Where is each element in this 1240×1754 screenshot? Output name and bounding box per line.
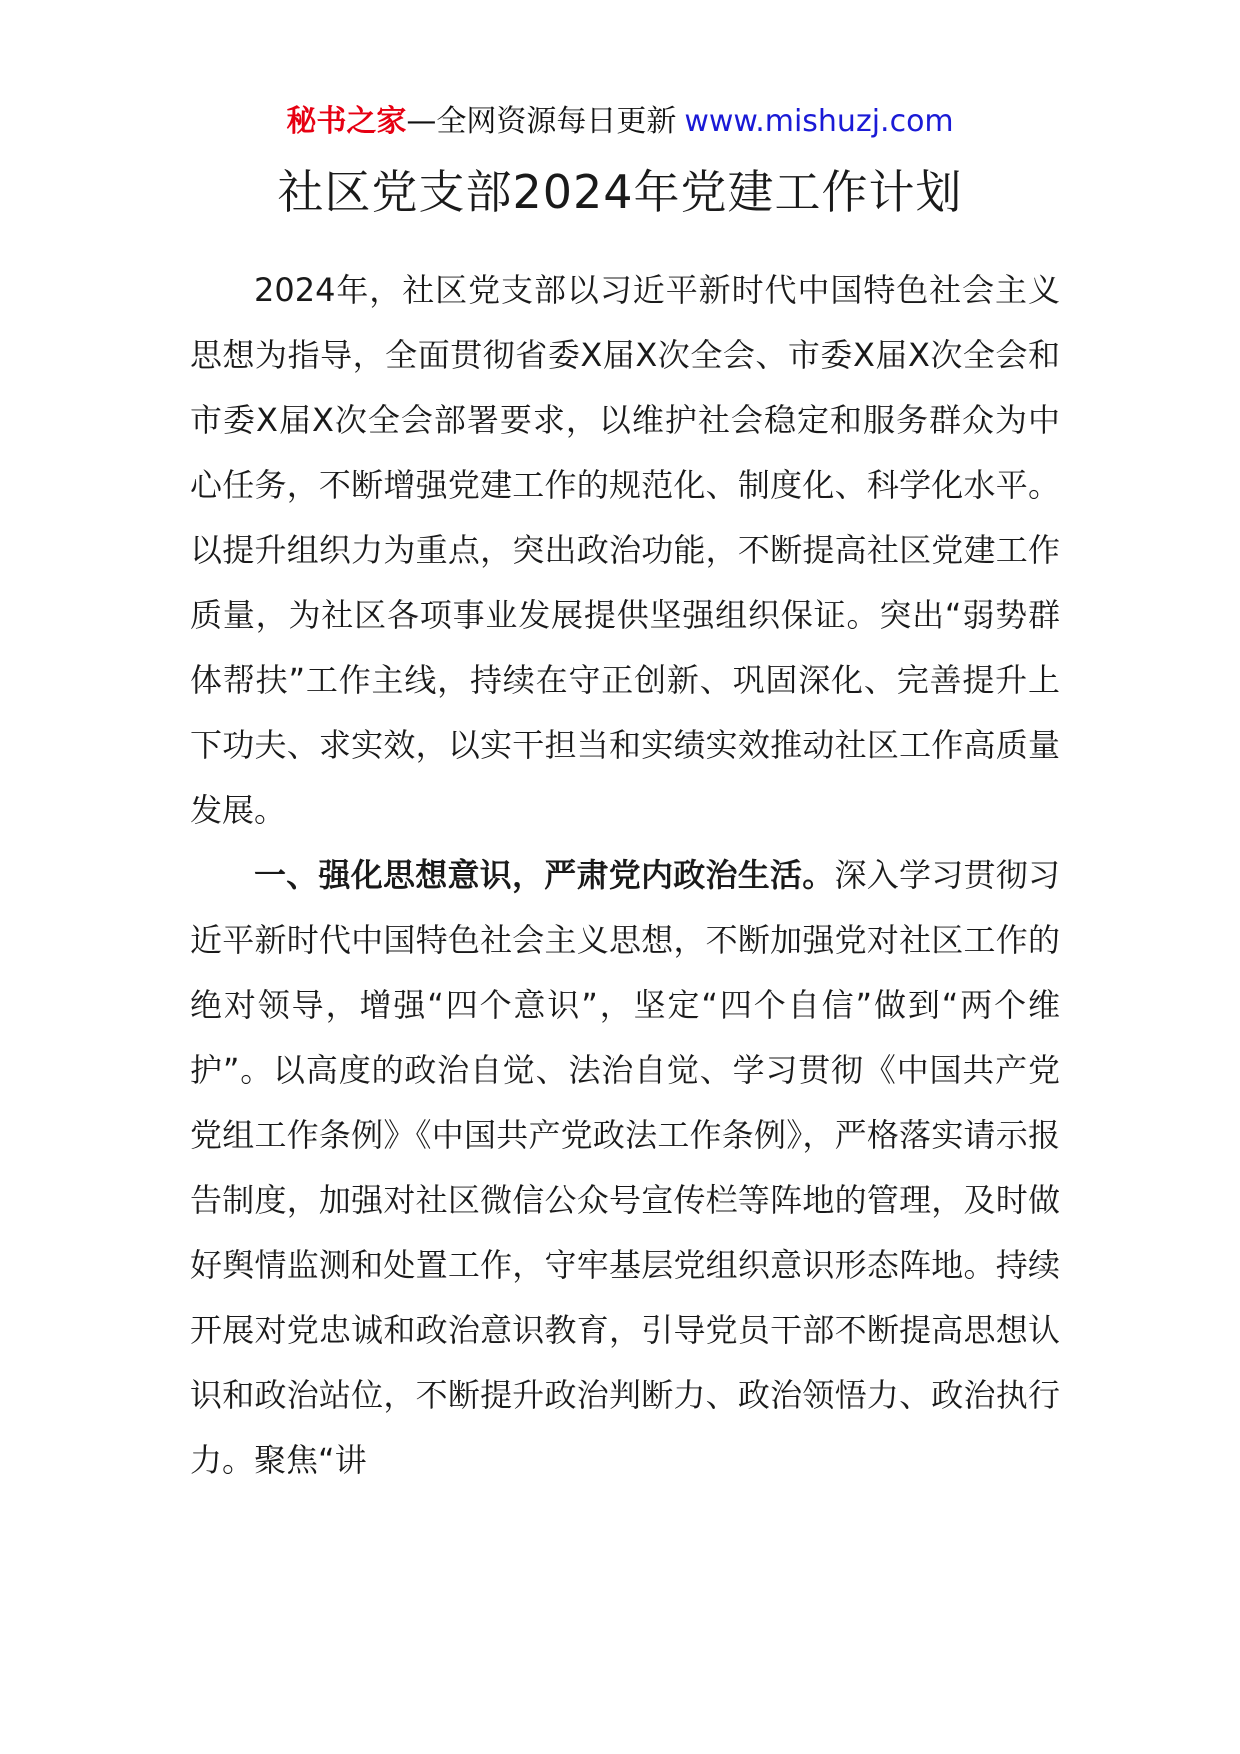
- paragraph-intro: [190, 258, 1060, 843]
- section-heading: 一、强化思想意识，严肃党内政治生活。: [254, 856, 835, 894]
- paragraph-section-1: [190, 843, 1060, 1493]
- website-link[interactable]: www.mishuzj.com: [684, 104, 954, 139]
- paragraph-text: 2024年，社区党支部以习近平新时代中国特色社会主义思想为指导，全面贯彻省委X届X次全会、市委X届X次全会和市委X届X次全会部署要求，以维护社会稳定和服务群众为中心任务，不断增强党建工作的规范化、制度化、科学化水平。以提升组织力为重点，突出政治功能，不断提高社区党建工作质量，为社区各项事业发展提供坚强组织保证。突出“弱势群体帮扶”工作主线，持续在守正创新、巩固深化、完善提升上下功夫、求实效，以实干担当和实绩实效推动社区工作高质量发展。: [190, 271, 1060, 829]
- paragraph-text: 深入学习贯彻习近平新时代中国特色社会主义思想，不断加强党对社区工作的绝对领导，增强“四个意识”，坚定“四个自信”做到“两个维护”。以高度的政治自觉、法治自觉、学习贯彻《中国共产党党组工作条例》《中国共产党政法工作条例》，严格落实请示报告制度，加强对社区微信公众号宣传栏等阵地的管理，及时做好舆情监测和处置工作，守牢基层党组织意识形态阵地。持续开展对党忠诚和政治意识教育，引导党员干部不断提高思想认识和政治站位，不断提升政治判断力、政治领悟力、政治执行力。聚焦“讲: [190, 856, 1060, 1479]
- brand-name: 秘书之家: [286, 104, 407, 139]
- site-header: [0, 100, 1240, 144]
- header-tagline: —全网资源每日更新: [406, 104, 677, 139]
- document-title: 社区党支部2024年党建工作计划: [277, 165, 963, 219]
- document-body: [190, 258, 1060, 1493]
